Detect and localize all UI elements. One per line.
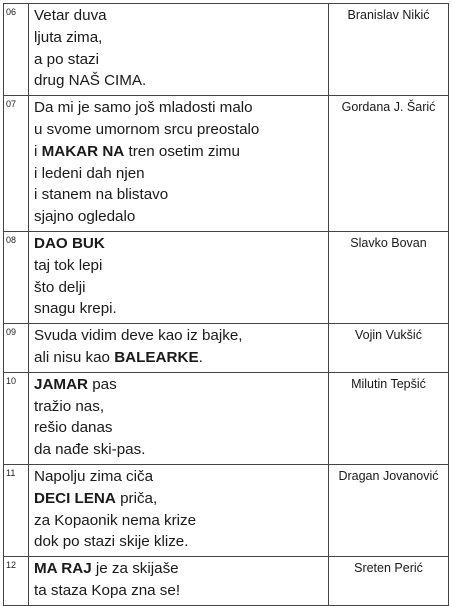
- verse-line-text: pas: [88, 375, 117, 393]
- author-name: Branislav Nikić: [329, 4, 449, 96]
- entry-number: 09: [4, 324, 29, 373]
- verse-line: [34, 558, 324, 580]
- table-row: [4, 324, 449, 373]
- entry-number: 08: [4, 231, 29, 323]
- verse-line-highlight: MA RAJ: [34, 560, 92, 578]
- entry-number: 07: [4, 96, 29, 232]
- table-row: [4, 464, 449, 556]
- verse-line: [34, 374, 324, 396]
- verse-line-text: da nađe ski-pas.: [34, 441, 146, 459]
- table-row: [4, 231, 449, 323]
- verse-cell: [29, 372, 329, 464]
- entry-number: 11: [4, 464, 29, 556]
- verse-line: [34, 97, 324, 119]
- table-row: [4, 4, 449, 96]
- verse-line-text: za Kopaonik nema krize: [34, 511, 197, 529]
- verse-line-text: .: [198, 348, 203, 366]
- entry-number: 12: [4, 557, 29, 606]
- verse-line-text: i: [34, 142, 42, 160]
- verse-line-text: i stanem na blistavo: [34, 186, 169, 204]
- verse-cell: [29, 557, 329, 606]
- author-name: Vojin Vukšić: [329, 324, 449, 373]
- verse-line-text: Napolju zima ciča: [34, 467, 154, 485]
- verse-line: [34, 298, 324, 320]
- verse-line: [34, 233, 324, 255]
- author-name: Dragan Jovanović: [329, 464, 449, 556]
- author-name: Slavko Bovan: [329, 231, 449, 323]
- verse-cell: [29, 231, 329, 323]
- author-name: Gordana J. Šarić: [329, 96, 449, 232]
- verse-line: [34, 510, 324, 532]
- author-name: Sreten Perić: [329, 557, 449, 606]
- verses-table: [3, 3, 449, 606]
- verse-line-highlight: JAMAR: [34, 375, 89, 393]
- verse-line-text: snagu krepi.: [34, 300, 117, 318]
- verse-line: [34, 277, 324, 299]
- verse-line: [34, 417, 324, 439]
- verse-line: [34, 184, 324, 206]
- verse-line-text: ali nisu kao: [34, 348, 115, 366]
- verse-cell: [29, 464, 329, 556]
- entry-number: 06: [4, 4, 29, 96]
- verse-line: [34, 255, 324, 277]
- verse-line: [34, 580, 324, 602]
- author-name: Milutin Tepšić: [329, 372, 449, 464]
- table-row: [4, 96, 449, 232]
- table-row: [4, 557, 449, 606]
- verse-line-highlight: DECI LENA: [34, 489, 116, 507]
- verse-line: [34, 466, 324, 488]
- verse-line-text: tražio nas,: [34, 397, 105, 415]
- verse-line-highlight: MAKAR NA: [41, 142, 125, 160]
- verse-line-text: ta staza Kopa zna se!: [34, 581, 181, 599]
- verse-line-text: rešio danas: [34, 419, 113, 437]
- verse-line-text: tren osetim zimu: [124, 142, 240, 160]
- verse-line: [34, 206, 324, 228]
- verse-line: [34, 141, 324, 163]
- verse-line: [34, 70, 324, 92]
- verse-cell: [29, 4, 329, 96]
- verse-line-text: priča,: [115, 489, 158, 507]
- verses-table-body: [4, 4, 449, 606]
- verse-line-text: i ledeni dah njen: [34, 164, 145, 182]
- verse-line-text: ljuta zima,: [34, 28, 103, 46]
- verse-line-highlight: DAO BUK: [34, 234, 105, 252]
- verse-line: [34, 49, 324, 71]
- verse-line-text: što delji: [34, 278, 86, 296]
- verse-line: [34, 488, 324, 510]
- verse-line: [34, 531, 324, 553]
- verse-line: [34, 5, 324, 27]
- verse-line-text: drug NAŠ CIMA.: [34, 72, 147, 90]
- verse-line: [34, 163, 324, 185]
- verse-line-text: taj tok lepi: [34, 256, 103, 274]
- verse-line: [34, 439, 324, 461]
- table-row: [4, 372, 449, 464]
- verse-line-highlight: BALEARKE: [114, 348, 199, 366]
- verse-line: [34, 396, 324, 418]
- verse-line-text: Vetar duva: [34, 7, 107, 24]
- verse-line-text: a po stazi: [34, 50, 100, 68]
- verse-line-text: dok po stazi skije klize.: [34, 533, 189, 551]
- entry-number: 10: [4, 372, 29, 464]
- verse-line: [34, 325, 324, 347]
- verse-line: [34, 347, 324, 369]
- verse-cell: [29, 96, 329, 232]
- verse-cell: [29, 324, 329, 373]
- verse-line-text: je za skijaše: [91, 560, 179, 578]
- verse-line-text: Svuda vidim deve kao iz bajke,: [34, 327, 243, 345]
- verse-line-text: sjajno ogledalo: [34, 208, 136, 226]
- verse-line: [34, 119, 324, 141]
- verse-line-text: Da mi je samo još mladosti malo: [34, 99, 253, 117]
- verse-line-text: u svome umornom srcu preostalo: [34, 120, 260, 138]
- verse-line: [34, 27, 324, 49]
